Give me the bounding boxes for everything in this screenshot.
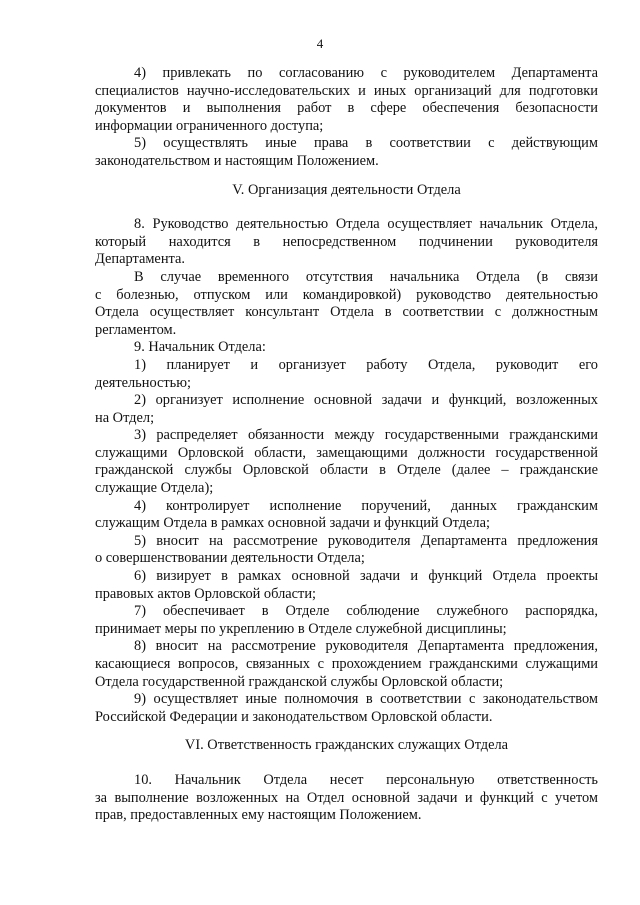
paragraph-line: служащими Орловской области, замещающими должности государственной (95, 444, 598, 461)
paragraph (95, 339, 598, 357)
section-heading-v: V. Организация деятельности Отдела (232, 181, 461, 198)
paragraph-line: Отдела государственной гражданской службы Орловской области; (95, 673, 504, 690)
paragraph-line: 9. Начальник Отдела: (134, 339, 266, 356)
paragraph-line: который находится в непосредственном подчинении руководителя (95, 233, 598, 250)
paragraph-line: принимает меры по укреплению в Отделе служебной дисциплины; (95, 620, 507, 637)
paragraph (95, 533, 598, 568)
paragraph-line: служащим Отдела в рамках основной задачи и функций Отдела; (95, 515, 490, 532)
paragraph-line: касающиеся вопросов, связанных с прохождением гражданскими служащими (95, 656, 598, 672)
paragraph-line: специалистов научно-исследовательских и иных организаций для подготовки (95, 82, 598, 99)
paragraph-line: 8) вносит на рассмотрение руководителя Департамента предложения, (134, 638, 598, 655)
paragraph-line: 2) организует исполнение основной задачи и функций, возложенных (134, 392, 598, 409)
paragraph-block-rights (95, 65, 598, 171)
paragraph-line: 4) контролирует исполнение поручений, данных гражданским (134, 497, 598, 514)
paragraph-line: 6) визирует в рамках основной задачи и функций Отдела проекты (134, 568, 598, 585)
paragraph-line: 5) осуществлять иные права в соответствии с действующим (134, 135, 598, 152)
paragraph (95, 357, 598, 392)
paragraph-line: о совершенствовании деятельности Отдела; (95, 550, 365, 567)
paragraph-line: Отдела осуществляет консультант Отдела в соответствии с должностным (95, 304, 598, 321)
paragraph (95, 498, 598, 533)
paragraph-line: 1) планирует и организует работу Отдела, руководит его (134, 356, 598, 373)
paragraph (95, 65, 598, 135)
paragraph-line: 10. Начальник Отдела несет персональную ответственность (134, 771, 598, 788)
paragraph-block-responsibility (95, 772, 598, 825)
paragraph-line: информации ограниченного доступа; (95, 117, 324, 134)
paragraph-line: за выполнение возложенных на Отдел основной задачи и функций с учетом (95, 789, 598, 806)
paragraph (95, 638, 598, 691)
paragraph-block-organization (95, 216, 598, 726)
paragraph-line: документов и выполнения работ в сфере обеспечения безопасности (95, 100, 598, 117)
paragraph (95, 269, 598, 339)
paragraph-line: 4) привлекать по согласованию с руководителем Департамента (134, 65, 598, 81)
paragraph-line: Российской Федерации и законодательством Орловской области. (95, 708, 493, 725)
paragraph-line: 9) осуществляет иные полномочия в соответствии с законодательством (134, 691, 598, 708)
paragraph-line: регламентом. (95, 321, 177, 338)
paragraph-line: гражданской службы Орловской области в Отделе (далее – гражданские (95, 462, 598, 479)
paragraph (95, 568, 598, 603)
paragraph-line: 5) вносит на рассмотрение руководителя Департамента предложения (134, 532, 598, 549)
paragraph-line: правовых актов Орловской области; (95, 585, 317, 602)
paragraph (95, 135, 598, 170)
paragraph (95, 603, 598, 638)
paragraph-line: 8. Руководство деятельностью Отдела осуществляет начальник Отдела, (134, 216, 598, 233)
paragraph-line: с болезнью, отпуском или командировкой) руководство деятельностью (95, 286, 598, 303)
paragraph (95, 427, 598, 497)
paragraph (95, 392, 598, 427)
paragraph (95, 216, 598, 269)
paragraph-line: на Отдел; (95, 409, 155, 426)
paragraph (95, 691, 598, 726)
paragraph-line: служащие Отдела); (95, 480, 214, 497)
paragraph-line: В случае временного отсутствия начальника Отдела (в связи (134, 268, 598, 285)
paragraph-line: 3) распределяет обязанности между государственными гражданскими (134, 427, 598, 444)
paragraph-line: прав, предоставленных ему настоящим Положением. (95, 807, 422, 824)
section-heading-vi: VI. Ответственность гражданских служащих Отдела (184, 737, 509, 754)
paragraph-line: деятельностью; (95, 374, 191, 391)
paragraph-line: 7) обеспечивает в Отделе соблюдение служебного распорядка, (134, 603, 598, 620)
document-body (95, 65, 598, 825)
paragraph-line: Департамента. (95, 251, 185, 268)
page-number: 4 (316, 36, 324, 51)
paragraph (95, 772, 598, 825)
paragraph-line: законодательством и настоящим Положением. (95, 152, 379, 169)
